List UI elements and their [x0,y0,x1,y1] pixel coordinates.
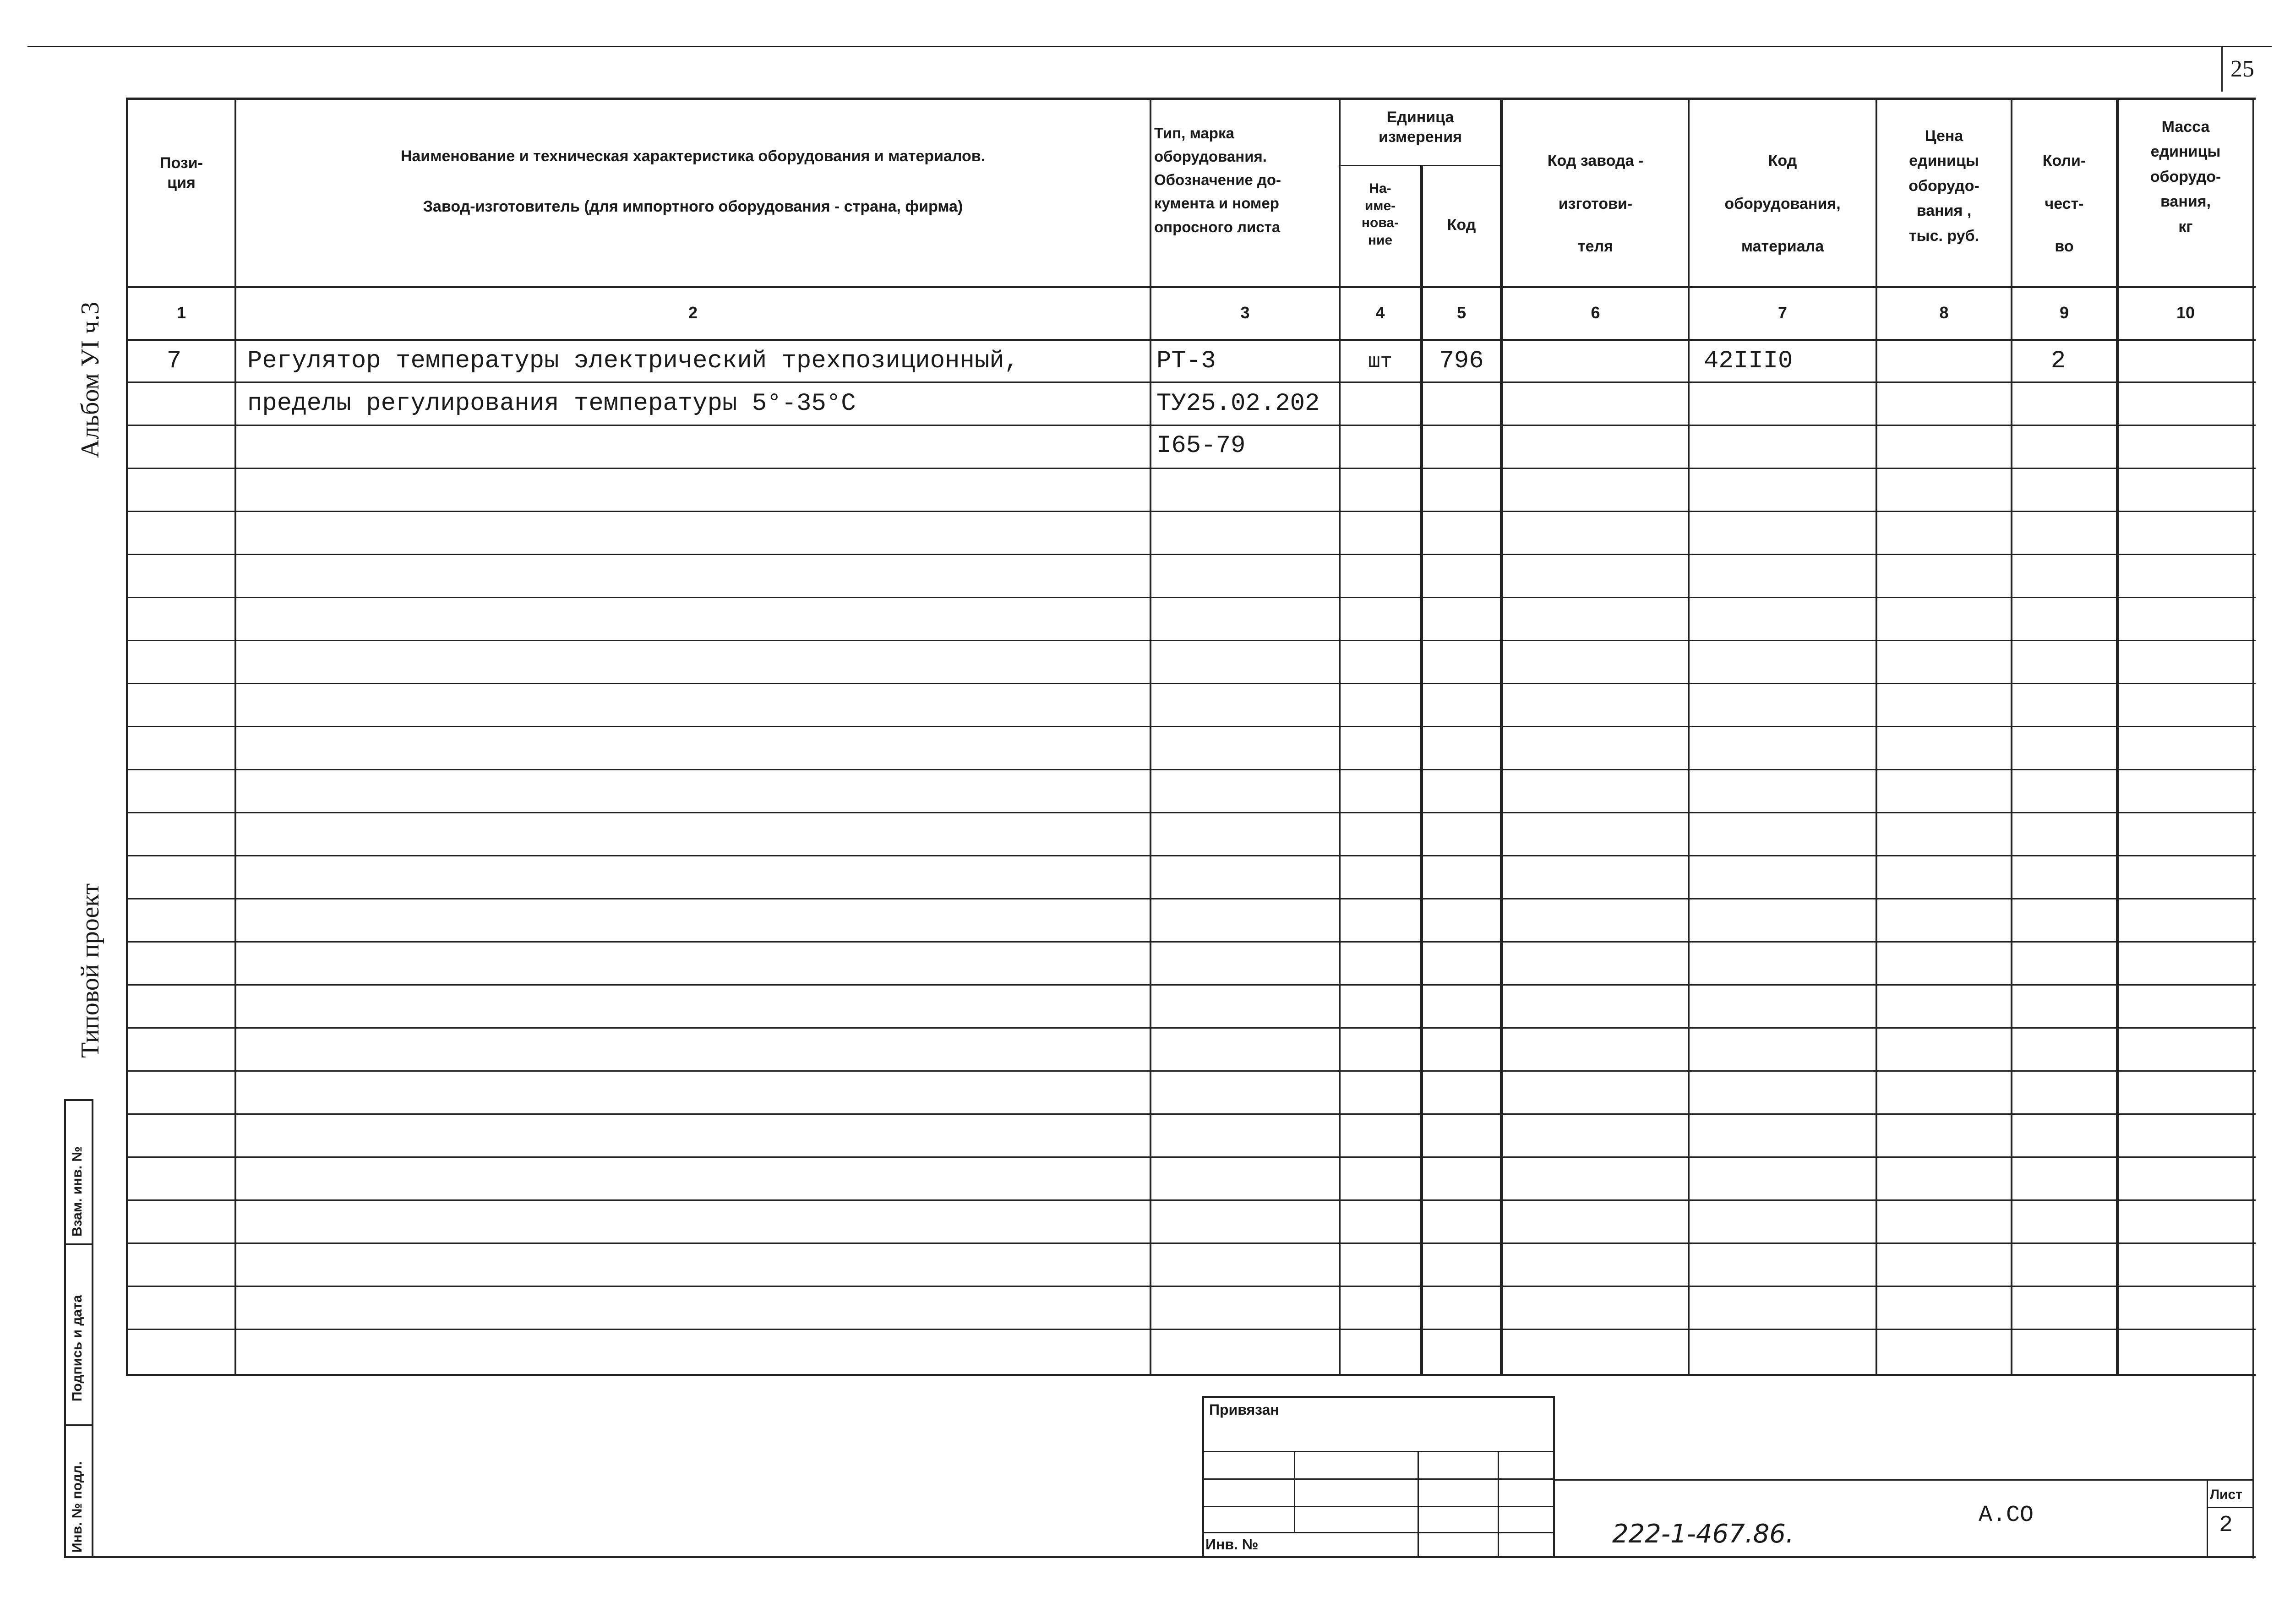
header-unit-code: Код [1447,216,1476,234]
side-cell-top [64,1099,93,1101]
row-rule [126,984,2256,986]
header-quantity: Коли- чест- во [2042,152,2086,255]
row-rule [126,1156,2256,1158]
col-line-8 [2011,98,2012,1375]
col-line-6 [1688,98,1690,1375]
row-rule [126,812,2256,813]
row-unit: шт [1368,350,1392,373]
header-name-line1: Наименование и техническая характеристика оборудования и материалов. [400,147,986,165]
header-mass: Масса единицы оборудо- вания, кг [2150,118,2221,235]
header-equipment-code: Код оборудования, материала [1724,152,1841,255]
row-rule [126,597,2256,598]
col-line-7 [1876,98,1877,1375]
row-type: ТУ25.02.202 [1156,390,1320,418]
stamp-line-1 [1202,1451,1555,1452]
row-rule [126,769,2256,770]
header-unit-name: На- име- нова- ние [1361,181,1399,248]
row-type: РТ-3 [1156,347,1216,375]
row-rule [126,1070,2256,1072]
colnum-4: 4 [1375,303,1385,322]
side-cells-left-border [64,1099,66,1558]
row-name: Регулятор температуры электрический трехпозиционный, [247,347,1020,375]
header-unit: Единица измерения [1379,109,1462,146]
colnum-9: 9 [2059,303,2069,322]
col-line-2 [1150,98,1151,1375]
col-line-left [126,98,128,1375]
row-rule [126,941,2256,943]
sheet-cell-divider [2207,1507,2254,1508]
stamp-col-3 [1498,1451,1499,1558]
row-qty: 2 [2050,347,2066,375]
row-rule [126,898,2256,899]
row-rule [126,726,2256,727]
stamp-line-2 [1202,1478,1555,1480]
col-line-right [2252,98,2254,1559]
table-header-bottom [126,286,2256,288]
stamp-bound-box [1202,1396,1555,1558]
top-rule [27,46,2272,47]
stamp-col-2 [1418,1451,1419,1558]
row-position: 7 [166,347,182,375]
side-cell-divider-1 [64,1243,93,1245]
row-rule [126,468,2256,469]
colnum-3: 3 [1240,303,1250,322]
header-name-line2: Завод-изготовитель (для импортного оборудования - страна, фирма) [423,198,963,215]
row-rule [126,1329,2256,1330]
row-rule [126,1027,2256,1029]
doc-number: 222-1-467.86. [1612,1519,1794,1549]
row-rule [126,1286,2256,1287]
colnum-7: 7 [1777,303,1788,322]
header-price: Цена единицы оборудо- вания , тыс. руб. [1908,127,1979,245]
sheet-label: Лист [2210,1487,2242,1502]
row-rule [126,554,2256,555]
stamp-line-4 [1202,1532,1555,1533]
colnum-10: 10 [2176,303,2195,322]
stamp-line-3 [1202,1506,1555,1507]
unit-subheader-line [1339,165,1500,166]
colnum-bottom [126,339,2256,341]
title-block-top [1555,1479,2254,1481]
side-label-album: Альбом УI ч.3 [76,301,104,458]
side-cell-inv-original: Инв. № подл. [70,1461,85,1553]
colnum-5: 5 [1456,303,1467,322]
page-number: 25 [2230,56,2254,82]
colnum-2: 2 [688,303,698,322]
side-cells-right-border [92,1099,93,1558]
col-line-9 [2116,98,2119,1375]
col-line-3 [1339,98,1341,1375]
row-rule [126,1113,2256,1115]
doc-code: А.СО [1979,1502,2034,1528]
stamp-inv-label: Инв. № [1205,1536,1259,1553]
colnum-6: 6 [1591,303,1600,322]
row-rule [126,1243,2256,1244]
row-rule [126,425,2256,426]
stamp-col-1 [1294,1451,1295,1533]
col-line-1 [234,98,236,1375]
row-code: 796 [1439,347,1484,375]
sheet-number: 2 [2219,1512,2233,1538]
page-number-border [2221,46,2223,92]
col-line-5 [1500,98,1503,1375]
frame-bottom-border [64,1556,2256,1558]
sheet-cell-border [2207,1479,2208,1558]
row-rule [126,683,2256,684]
colnum-8: 8 [1939,303,1949,322]
row-name: пределы регулирования температуры 5°-35°С [247,390,856,418]
stamp-bound-label: Привязан [1209,1401,1279,1418]
row-type: I65-79 [1156,432,1246,460]
header-position: Пози- ция [160,154,203,191]
table-top-border [126,98,2256,100]
table-bottom-border [126,1374,2256,1376]
side-label-project: Типовой проект [76,883,104,1058]
row-rule [126,381,2256,383]
row-rule [126,855,2256,856]
row-equip: 42III0 [1704,347,1793,375]
row-rule [126,511,2256,512]
row-rule [126,1199,2256,1201]
side-cell-signature-date: Подпись и дата [70,1295,85,1401]
side-cell-divider-2 [64,1424,93,1426]
side-cell-replace-inv: Взам. инв. № [70,1146,85,1237]
colnum-1: 1 [176,303,186,322]
row-rule [126,640,2256,641]
header-factory-code: Код завода - изготови- теля [1547,152,1644,255]
header-type: Тип, марка оборудования. Обозначение до- кумента и номер опросного листа [1154,125,1281,235]
